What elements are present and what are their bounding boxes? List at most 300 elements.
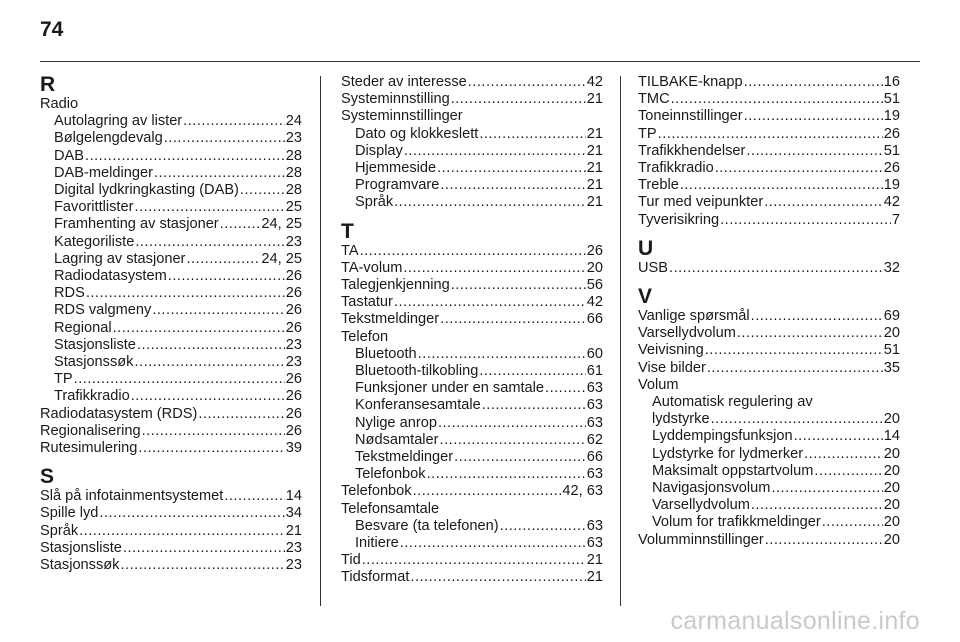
index-entry-page: 28 <box>285 164 302 181</box>
index-entry-label: Trafikkradio <box>638 160 714 177</box>
index-entry-page: 56 <box>586 277 603 294</box>
index-entry <box>341 311 603 328</box>
index-entry <box>40 165 302 182</box>
index-entry-page: 26 <box>285 405 302 422</box>
index-entry-label: Maksimalt oppstartvolum <box>652 462 814 479</box>
index-entry-label: Veivisning <box>638 342 704 359</box>
index-entry-label: Konferansesamtale <box>355 397 481 414</box>
index-entry-label: Volum for trafikkmeldinger <box>652 514 821 531</box>
index-entry-page: 19 <box>883 108 900 125</box>
index-entry <box>40 523 302 540</box>
index-entry <box>638 177 900 194</box>
dot-leader <box>751 308 883 325</box>
index-entry-page: 26 <box>285 422 302 439</box>
index-entry-page: 42 <box>586 294 603 311</box>
index-entry <box>638 497 900 514</box>
index-entry <box>638 411 900 428</box>
dot-leader <box>765 532 883 549</box>
dot-leader <box>164 130 285 147</box>
index-entry-label: Programvare <box>355 177 440 194</box>
dot-leader <box>418 346 586 363</box>
dot-leader <box>454 449 586 466</box>
index-entry-label: Vanlige spørsmål <box>638 308 750 325</box>
index-entry <box>40 148 302 165</box>
index-entry-page: 24 <box>285 113 302 130</box>
index-entry-label: Stasjonssøk <box>40 557 120 574</box>
dot-leader <box>135 234 284 251</box>
index-entry <box>341 143 603 160</box>
index-heading: Volum <box>638 376 679 393</box>
index-entry <box>341 535 603 552</box>
index-entry-label: Rutesimulering <box>40 440 138 457</box>
dot-leader <box>746 143 882 160</box>
index-entry-label: lydstyrke <box>652 411 710 428</box>
index-entry-label: Spille lyd <box>40 505 99 522</box>
index-entry <box>638 108 900 125</box>
dot-leader <box>404 143 586 160</box>
index-entry-label: Stasjonsliste <box>40 539 122 556</box>
dot-leader <box>671 91 883 108</box>
index-entry <box>40 540 302 557</box>
letter-heading: U <box>638 236 654 260</box>
dot-leader <box>74 371 285 388</box>
dot-leader <box>154 165 285 182</box>
index-entry-label: TP <box>638 125 657 142</box>
index-entry-page: 23 <box>285 539 302 556</box>
dot-leader <box>99 505 284 522</box>
index-entry-page: 63 <box>586 414 603 431</box>
index-entry-label: Funksjoner under en samtale <box>355 380 545 397</box>
dot-leader <box>822 514 883 531</box>
index-entry <box>40 406 302 423</box>
index-entry-page: 21 <box>586 177 603 194</box>
index-entry-page: 61 <box>586 363 603 380</box>
index-entry-label: Kategoriliste <box>54 233 135 250</box>
index-entry-label: Vise bilder <box>638 359 706 376</box>
index-entry <box>40 113 302 130</box>
index-entry <box>40 302 302 319</box>
index-heading: Telefon <box>341 328 389 345</box>
index-entry <box>40 371 302 388</box>
index-entry-label: Toneinnstillinger <box>638 108 743 125</box>
dot-leader <box>85 148 285 165</box>
index-entry-label: Navigasjonsvolum <box>652 480 771 497</box>
index-entry-label: Bølgelengdevalg <box>54 130 163 147</box>
index-entry-page: 23 <box>285 130 302 147</box>
index-entry <box>638 428 900 445</box>
index-entry-label: Bluetooth <box>355 345 417 362</box>
index-entry <box>40 285 302 302</box>
index-entry-page: 21 <box>586 160 603 177</box>
dot-leader <box>479 126 585 143</box>
index-entry-label: Telefonbok <box>355 466 426 483</box>
index-entry-page: 20 <box>883 497 900 514</box>
index-entry-label: TP <box>54 371 73 388</box>
index-entry-label: Radiodatasystem <box>54 268 167 285</box>
index-entry <box>638 360 900 377</box>
index-entry-label: Display <box>355 142 403 159</box>
index-entry <box>341 260 603 277</box>
dot-leader <box>152 302 284 319</box>
index-entry-page: 42 <box>586 74 603 90</box>
index-entry-label: Treble <box>638 177 679 194</box>
dot-leader <box>134 354 284 371</box>
index-entry <box>40 388 302 405</box>
index-entry-page: 26 <box>285 302 302 319</box>
index-entry-page: 26 <box>285 388 302 405</box>
index-entry-page: 20 <box>883 325 900 342</box>
index-entry-label: DAB-meldinger <box>54 164 153 181</box>
index-entry <box>341 177 603 194</box>
index-entry-page: 14 <box>883 428 900 445</box>
index-entry <box>40 130 302 147</box>
index-entry-label: Tastatur <box>341 294 393 311</box>
index-entry <box>341 552 603 569</box>
dot-leader <box>440 311 586 328</box>
index-entry <box>638 91 900 108</box>
dot-leader <box>138 440 284 457</box>
dot-leader <box>220 216 261 233</box>
dot-leader <box>440 432 586 449</box>
index-entry-page: 63 <box>586 466 603 483</box>
index-entry <box>40 320 302 337</box>
index-entry-label: Nødsamtaler <box>355 431 439 448</box>
dot-leader <box>500 518 586 535</box>
index-entry <box>40 199 302 216</box>
index-entry-label: DAB <box>54 147 85 164</box>
index-entry-page: 20 <box>883 411 900 428</box>
dot-leader <box>131 388 285 405</box>
dot-leader <box>707 360 883 377</box>
index-heading: Telefonsamtale <box>341 500 440 517</box>
index-entry-label: Språk <box>355 194 394 211</box>
column-divider-1 <box>320 76 321 606</box>
dot-leader <box>437 160 586 177</box>
dot-leader <box>468 74 586 91</box>
page-number: 74 <box>40 18 64 41</box>
index-entry <box>341 160 603 177</box>
index-entry <box>341 194 603 211</box>
index-entry-label: Framhenting av stasjoner <box>54 216 219 233</box>
index-entry-page: 7 <box>891 211 900 228</box>
index-entry-page: 23 <box>285 557 302 574</box>
index-entry-label: Hjemmeside <box>355 160 437 177</box>
dot-leader <box>79 523 285 540</box>
index-entry <box>341 91 603 108</box>
dot-leader <box>360 243 586 260</box>
index-entry <box>341 126 603 143</box>
index-entry-label: Lagring av stasjoner <box>54 250 186 267</box>
dot-leader <box>744 74 883 91</box>
dot-leader <box>451 277 586 294</box>
index-entry-label: Lyddempingsfunksjon <box>652 428 793 445</box>
dot-leader <box>751 497 883 514</box>
dot-leader <box>720 212 891 229</box>
index-entry-page: 20 <box>586 259 603 276</box>
index-entry <box>638 126 900 143</box>
index-entry <box>341 363 603 380</box>
index-entry-label: Trafikkradio <box>54 388 130 405</box>
index-entry-page: 51 <box>883 342 900 359</box>
index-entry <box>638 480 900 497</box>
index-column-2 <box>341 74 603 587</box>
dot-leader <box>240 182 285 199</box>
index-entry-label: Tid <box>341 552 361 569</box>
index-entry-label: Telefonbok <box>341 483 412 500</box>
index-entry-page: 21 <box>586 142 603 159</box>
index-entry-label: Stasjonssøk <box>54 354 134 371</box>
index-entry <box>638 194 900 211</box>
index-entry-page: 21 <box>586 91 603 108</box>
index-entry-page: 69 <box>883 308 900 325</box>
index-entry-label: Tur med veipunkter <box>638 194 764 211</box>
index-entry-page: 28 <box>285 147 302 164</box>
index-entry-page: 28 <box>285 182 302 199</box>
index-heading: Automatisk regulering av <box>652 394 813 411</box>
index-entry-label: Trafikkhendelser <box>638 142 746 159</box>
index-entry-label: TILBAKE-knapp <box>638 74 743 90</box>
index-entry-page: 23 <box>285 336 302 353</box>
index-entry <box>638 143 900 160</box>
index-entry-label: Nylige anrop <box>355 414 437 431</box>
dot-leader <box>123 540 285 557</box>
dot-leader <box>410 569 585 586</box>
index-entry <box>341 415 603 432</box>
dot-leader <box>186 251 260 268</box>
index-entry <box>638 160 900 177</box>
index-entry-label: Autolagring av lister <box>54 113 183 130</box>
dot-leader <box>168 268 285 285</box>
index-entry-label: Lydstyrke for lydmerker <box>652 445 804 462</box>
index-entry-page: 21 <box>586 569 603 586</box>
index-entry-label: TA <box>341 242 359 259</box>
dot-leader <box>427 466 586 483</box>
index-heading: Systeminnstillinger <box>341 108 463 125</box>
index-entry-page: 66 <box>586 449 603 466</box>
header-rule <box>40 61 920 62</box>
index-entry <box>638 308 900 325</box>
index-entry-page: 51 <box>883 142 900 159</box>
index-entry <box>40 251 302 268</box>
index-entry-page: 23 <box>285 354 302 371</box>
letter-heading: T <box>341 219 354 243</box>
index-entry <box>341 518 603 535</box>
index-entry-page: 25 <box>285 199 302 216</box>
dot-leader <box>545 380 586 397</box>
index-entry-page: 20 <box>883 480 900 497</box>
index-entry-label: RDS <box>54 285 85 302</box>
dot-leader <box>794 428 883 445</box>
index-entry-label: Regional <box>54 319 112 336</box>
index-entry <box>40 268 302 285</box>
index-entry-page: 21 <box>285 522 302 539</box>
index-entry-label: Radiodatasystem (RDS) <box>40 405 198 422</box>
letter-heading: S <box>40 465 55 489</box>
index-entry <box>40 423 302 440</box>
index-entry-label: Slå på infotainmentsystemet <box>40 488 224 505</box>
index-entry-page: 26 <box>285 285 302 302</box>
dot-leader <box>804 446 883 463</box>
index-entry <box>40 557 302 574</box>
index-entry <box>638 446 900 463</box>
index-entry-label: Dato og klokkeslett <box>355 125 479 142</box>
index-entry <box>341 432 603 449</box>
index-entry-label: Steder av interesse <box>341 74 467 90</box>
index-entry <box>40 354 302 371</box>
dot-leader <box>183 113 285 130</box>
index-entry <box>341 277 603 294</box>
index-entry-page: 20 <box>883 445 900 462</box>
index-entry-page: 20 <box>883 531 900 548</box>
index-entry <box>40 234 302 251</box>
dot-leader <box>413 483 562 500</box>
index-entry-page: 20 <box>883 462 900 479</box>
dot-leader <box>198 406 284 423</box>
dot-leader <box>705 342 883 359</box>
index-entry-page: 21 <box>586 552 603 569</box>
column-divider-2 <box>620 76 621 606</box>
index-column-1 <box>40 74 302 574</box>
dot-leader <box>482 397 586 414</box>
dot-leader <box>771 480 882 497</box>
index-entry-label: Stasjonsliste <box>54 336 136 353</box>
index-entry <box>341 74 603 91</box>
index-entry-label: RDS valgmeny <box>54 302 152 319</box>
dot-leader <box>737 325 883 342</box>
index-entry-page: 62 <box>586 431 603 448</box>
index-entry-page: 51 <box>883 91 900 108</box>
index-entry-page: 26 <box>883 125 900 142</box>
dot-leader <box>394 294 586 311</box>
index-entry-page: 66 <box>586 311 603 328</box>
index-entry <box>40 216 302 233</box>
index-entry-page: 26 <box>883 160 900 177</box>
index-entry <box>40 488 302 505</box>
dot-leader <box>669 260 883 277</box>
index-entry-page: 20 <box>883 514 900 531</box>
dot-leader <box>403 260 585 277</box>
index-entry <box>40 440 302 457</box>
index-entry-page: 63 <box>586 380 603 397</box>
index-column-3 <box>638 74 900 549</box>
dot-leader <box>711 411 883 428</box>
dot-leader <box>134 199 284 216</box>
dot-leader <box>814 463 882 480</box>
index-entry <box>638 325 900 342</box>
dot-leader <box>744 108 883 125</box>
dot-leader <box>113 320 285 337</box>
index-entry <box>638 514 900 531</box>
index-entry-page: 34 <box>285 505 302 522</box>
index-entry <box>341 380 603 397</box>
index-entry-page: 39 <box>285 440 302 457</box>
index-entry <box>341 294 603 311</box>
index-entry-label: Volumminnstillinger <box>638 531 764 548</box>
dot-leader <box>658 126 883 143</box>
index-entry <box>341 346 603 363</box>
dot-leader <box>137 337 285 354</box>
index-entry-label: Tekstmeldinger <box>355 449 454 466</box>
index-entry-page: 23 <box>285 233 302 250</box>
index-entry <box>341 243 603 260</box>
index-entry <box>638 212 900 229</box>
dot-leader <box>451 91 586 108</box>
index-entry-label: Initiere <box>355 535 399 552</box>
index-heading: Radio <box>40 96 79 112</box>
dot-leader <box>715 160 883 177</box>
dot-leader <box>400 535 586 552</box>
index-entry-label: Varsellydvolum <box>638 325 736 342</box>
dot-leader <box>394 194 586 211</box>
index-entry-page: 26 <box>285 371 302 388</box>
index-entry-label: Favorittlister <box>54 199 134 216</box>
index-entry-page: 16 <box>883 74 900 90</box>
index-entry <box>341 397 603 414</box>
letter-heading: R <box>40 73 56 96</box>
index-entry-label: Talegjenkjenning <box>341 277 450 294</box>
index-entry <box>341 569 603 586</box>
index-entry <box>341 466 603 483</box>
index-entry <box>341 483 603 500</box>
index-entry-page: 32 <box>883 259 900 276</box>
index-entry-page: 24, 25 <box>261 250 302 267</box>
index-entry-label: Bluetooth-tilkobling <box>355 363 479 380</box>
watermark: carmanualsonline.info <box>670 607 920 635</box>
index-entry <box>40 505 302 522</box>
index-entry-page: 42, 63 <box>562 483 603 500</box>
index-entry-label: Regionalisering <box>40 422 141 439</box>
index-entry-page: 14 <box>285 488 302 505</box>
index-entry-label: USB <box>638 259 669 276</box>
index-entry-label: Tidsformat <box>341 569 410 586</box>
index-entry-page: 26 <box>285 319 302 336</box>
dot-leader <box>440 177 585 194</box>
index-entry-page: 60 <box>586 345 603 362</box>
dot-leader <box>680 177 883 194</box>
dot-leader <box>362 552 586 569</box>
index-entry-label: TMC <box>638 91 670 108</box>
dot-leader <box>142 423 285 440</box>
index-entry-label: Systeminnstilling <box>341 91 450 108</box>
index-entry-page: 42 <box>883 194 900 211</box>
dot-leader <box>224 488 284 505</box>
index-entry <box>638 260 900 277</box>
index-entry <box>341 449 603 466</box>
dot-leader <box>86 285 285 302</box>
dot-leader <box>438 415 586 432</box>
dot-leader <box>479 363 585 380</box>
index-entry-page: 21 <box>586 125 603 142</box>
index-entry-page: 21 <box>586 194 603 211</box>
index-entry-label: Tekstmeldinger <box>341 311 440 328</box>
index-entry <box>638 74 900 91</box>
index-entry-label: Besvare (ta telefonen) <box>355 517 499 534</box>
index-entry-page: 63 <box>586 535 603 552</box>
letter-heading: V <box>638 285 653 309</box>
index-entry-label: Digital lydkringkasting (DAB) <box>54 182 239 199</box>
index-entry <box>638 532 900 549</box>
index-entry-label: TA-volum <box>341 259 403 276</box>
index-entry-page: 63 <box>586 517 603 534</box>
index-entry-page: 26 <box>285 268 302 285</box>
index-entry-page: 63 <box>586 397 603 414</box>
index-entry-label: Språk <box>40 522 79 539</box>
index-entry <box>40 182 302 199</box>
dot-leader <box>764 194 883 211</box>
index-entry-page: 26 <box>586 242 603 259</box>
index-entry-label: Varsellydvolum <box>652 497 750 514</box>
index-entry-page: 24, 25 <box>261 216 302 233</box>
